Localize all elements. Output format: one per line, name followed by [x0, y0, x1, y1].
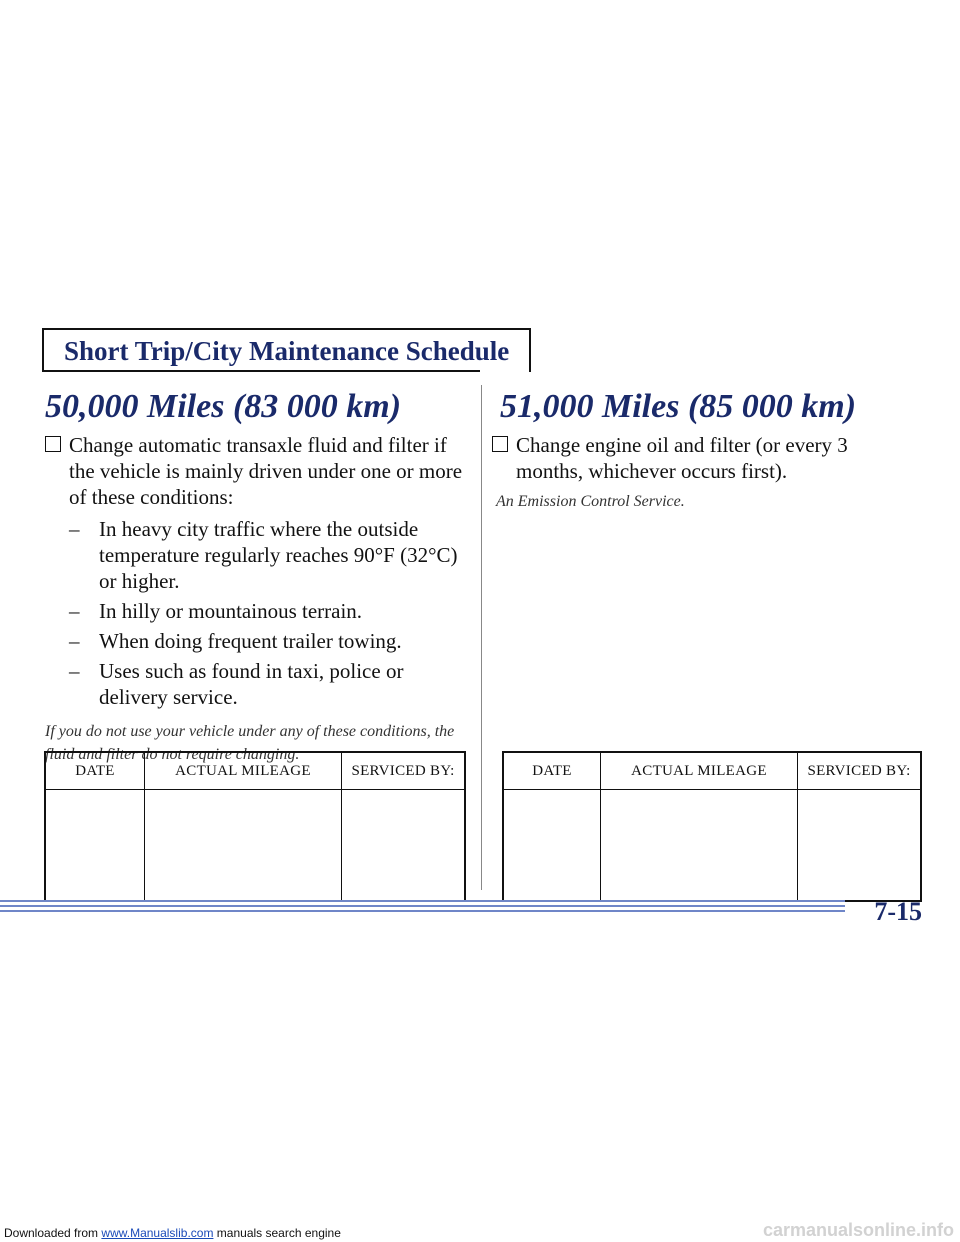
watermark: carmanualsonline.info	[762, 1220, 954, 1240]
download-footer	[4, 1226, 341, 1240]
right-checklist-item	[492, 432, 882, 484]
serviced-by-cell[interactable]	[798, 790, 922, 902]
checkbox-icon	[492, 436, 508, 452]
serviced-by-cell[interactable]	[342, 790, 466, 902]
left-item-text: Change automatic transaxle fluid and filter if the vehicle is mainly driven under one or more of these conditions:	[69, 433, 463, 509]
condition-item	[69, 516, 470, 594]
condition-item	[69, 628, 470, 654]
right-heading: 51,000 Miles (85 000 km)	[500, 388, 857, 425]
section-title: Short Trip/City Maintenance Schedule	[64, 335, 510, 366]
condition-text: In hilly or mountainous terrain.	[99, 599, 363, 623]
condition-item	[69, 658, 470, 710]
left-heading: 50,000 Miles (83 000 km)	[45, 388, 402, 425]
right-column	[492, 432, 882, 513]
right-service-log-table	[502, 751, 922, 902]
serviced-by-header: SERVICED BY:	[798, 752, 922, 790]
dash-icon: –	[69, 517, 80, 541]
footer-rule-top	[0, 900, 845, 902]
dash-icon: –	[69, 629, 80, 653]
date-cell[interactable]	[45, 790, 145, 902]
manualslib-link[interactable]: www.Manualslib.com	[101, 1226, 214, 1240]
right-note: An Emission Control Service.	[496, 493, 685, 510]
page-number: 7-15	[874, 897, 922, 926]
mileage-header: ACTUAL MILEAGE	[145, 752, 342, 790]
column-divider	[481, 385, 482, 890]
serviced-by-header: SERVICED BY:	[342, 752, 466, 790]
condition-list	[45, 516, 470, 710]
mileage-header: ACTUAL MILEAGE	[601, 752, 798, 790]
mileage-cell[interactable]	[601, 790, 798, 902]
condition-text: In heavy city traffic where the outside temperature regularly reaches 90°F (32°C) or higher.	[99, 517, 458, 593]
date-header: DATE	[45, 752, 145, 790]
footer-prefix: Downloaded from	[4, 1226, 99, 1240]
date-cell[interactable]	[503, 790, 601, 902]
condition-text: Uses such as found in taxi, police or delivery service.	[99, 659, 404, 709]
left-column	[45, 432, 470, 766]
dash-icon: –	[69, 659, 80, 683]
footer-rule-bottom	[0, 910, 845, 912]
mileage-cell[interactable]	[145, 790, 342, 902]
condition-text: When doing frequent trailer towing.	[99, 629, 402, 653]
footer-rule-middle	[0, 905, 845, 907]
left-note: If you do not use your vehicle under any of these conditions, the fluid and filter do not require changing.	[45, 723, 455, 763]
section-title-underline	[42, 370, 480, 372]
dash-icon: –	[69, 599, 80, 623]
condition-item	[69, 598, 470, 624]
checkbox-icon	[45, 436, 61, 452]
section-title-tab	[42, 328, 531, 372]
left-checklist-item	[45, 432, 470, 510]
date-header: DATE	[503, 752, 601, 790]
right-item-text: Change engine oil and filter (or every 3 months, whichever occurs first).	[516, 433, 848, 483]
left-service-log-table	[44, 751, 466, 902]
footer-suffix: manuals search engine	[216, 1226, 341, 1240]
